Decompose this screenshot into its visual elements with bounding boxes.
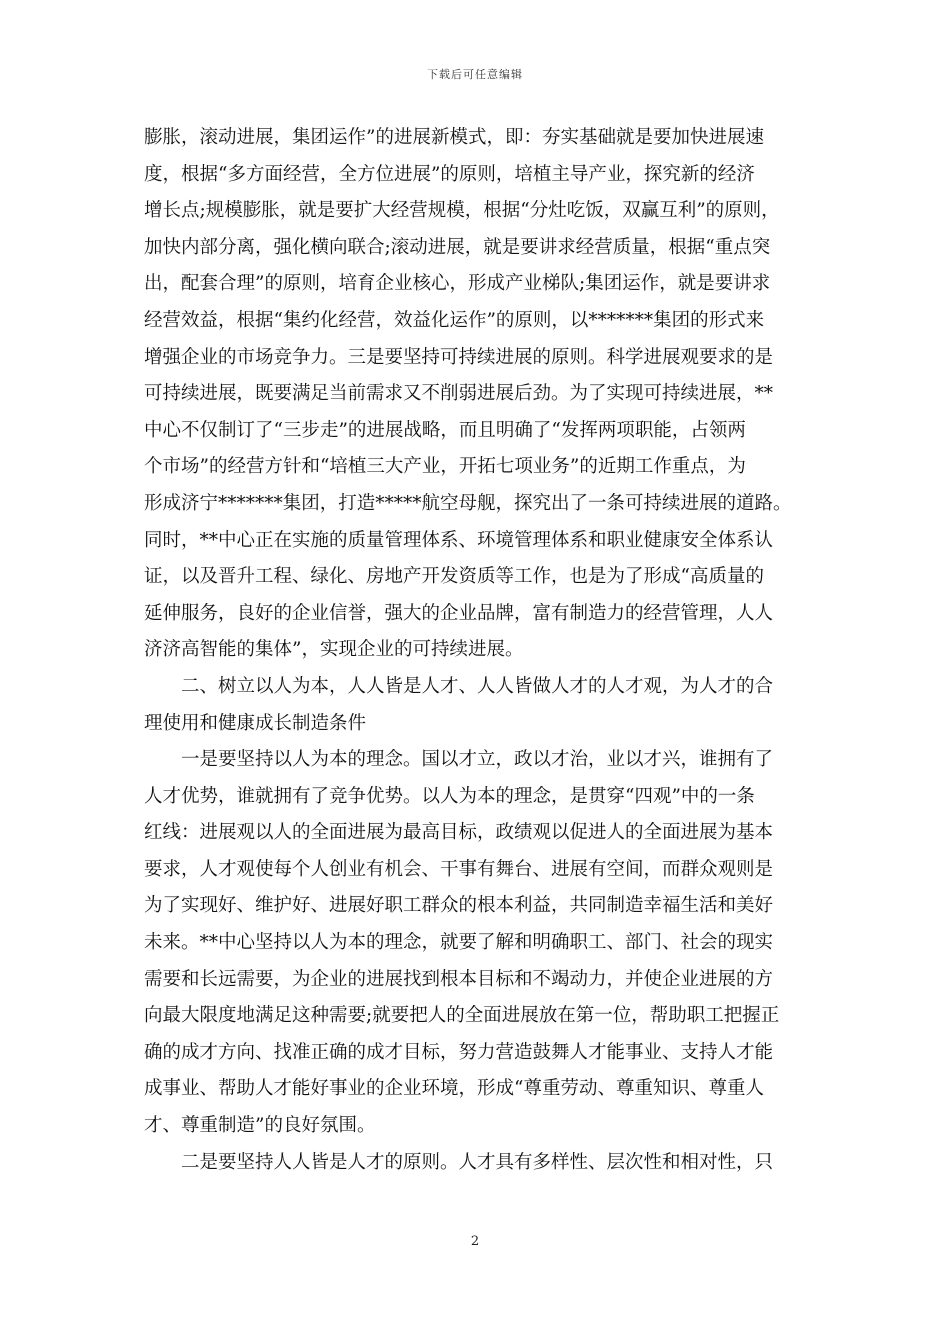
text-line: 红线：进展观以人的全面进展为最高目标，政绩观以促进人的全面进展为基本 (144, 822, 774, 844)
text-line: 未来。**中心坚持以人为本的理念，就要了解和明确职工、部门、社会的现实 (144, 932, 774, 954)
text-line: 膨胀，滚动进展，集团运作”的进展新模式，即：夯实基础就是要加快进展速 (144, 127, 764, 148)
page-number: 2 (470, 1234, 480, 1249)
text-line: 同时，**中心正在实施的质量管理体系、环境管理体系和职业健康安全体系认 (144, 529, 774, 551)
text-line: 形成济宁*******集团，打造*****航空母舰，探究出了一条可持续进展的道路。 (144, 492, 792, 514)
text-line: 证，以及晋升工程、绿化、房地产开发资质等工作，也是为了形成“高质量的 (144, 566, 764, 588)
text-line: 经营效益，根据“集约化经营，效益化运作”的原则，以*******集团的形式来 (144, 309, 765, 331)
text-line: 增长点;规模膨胀，就是要扩大经营规模，根据“分灶吃饭，双赢互利”的原则， (144, 200, 780, 222)
text-line: 才、尊重制造”的良好氛围。 (144, 1115, 376, 1137)
text-line: 个市场”的经营方针和“培植三大产业，开拓七项业务”的近期工作重点，为 (144, 456, 746, 478)
text-line: 二、树立以人为本，人人皆是人才、人人皆做人才的人才观，为人才的合 (181, 675, 774, 697)
text-line: 人才优势，谁就拥有了竞争优势。以人为本的理念，是贯穿“四观”中的一条 (144, 785, 755, 807)
text-line: 度，根据“多方面经营，全方位进展”的原则，培植主导产业，探究新的经济 (144, 163, 755, 185)
page-header: 下载后可任意编辑 (427, 68, 523, 81)
text-line: 可持续进展，既要满足当前需求又不削弱进展后劲。为了实现可持续进展，** (144, 383, 774, 405)
text-line: 加快内部分离，强化横向联合;滚动进展，就是要讲求经营质量，根据“重点突 (144, 236, 771, 258)
text-line: 延伸服务，良好的企业信誉，强大的企业品牌，富有制造力的经营管理，人人 (144, 602, 774, 624)
text-line: 成事业、帮助人才能好事业的企业环境，形成“尊重劳动、尊重知识、尊重人 (144, 1078, 764, 1100)
text-line: 济济高智能的集体”，实现企业的可持续进展。 (144, 639, 524, 661)
text-line: 确的成才方向、找准正确的成才目标，努力营造鼓舞人才能事业、支持人才能 (144, 1041, 774, 1063)
text-line: 中心不仅制订了“三步走”的进展战略，而且明确了“发挥两项职能，占领两 (144, 419, 746, 441)
text-line: 向最大限度地满足这种需要;就要把人的全面进展放在第一位，帮助职工把握正 (144, 1005, 780, 1027)
text-line: 增强企业的市场竞争力。三是要坚持可持续进展的原则。科学进展观要求的是 (144, 346, 774, 368)
text-line: 需要和长远需要，为企业的进展找到根本目标和不竭动力，并使企业进展的方 (144, 968, 774, 990)
text-line: 要求，人才观使每个人创业有机会、干事有舞台、进展有空间，而群众观则是 (144, 858, 774, 880)
text-line: 一是要坚持以人为本的理念。国以才立，政以才治，业以才兴，谁拥有了 (181, 749, 774, 771)
text-line: 理使用和健康成长制造条件 (144, 712, 367, 734)
text-line: 为了实现好、维护好、进展好职工群众的根本利益，共同制造幸福生活和美好 (144, 895, 774, 917)
text-line: 出，配套合理”的原则，培育企业核心，形成产业梯队;集团运作，就是要讲求 (144, 273, 771, 295)
text-line: 二是要坚持人人皆是人才的原则。人才具有多样性、层次性和相对性，只 (181, 1151, 774, 1173)
document-body (144, 120, 810, 1181)
